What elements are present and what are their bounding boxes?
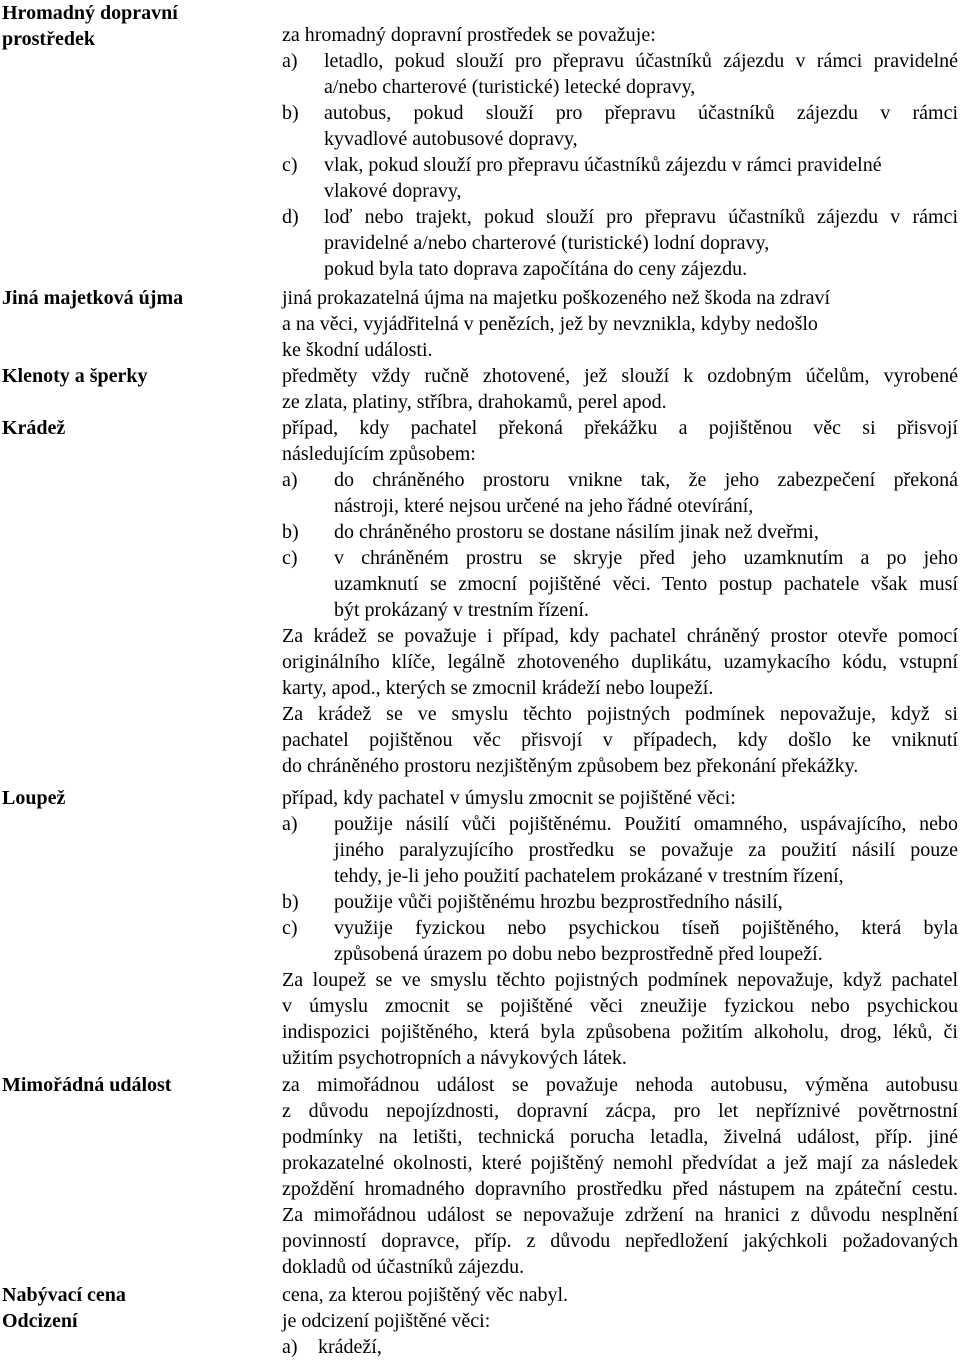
- definition-line: za hromadný dopravní prostředek se považuje:: [282, 24, 656, 46]
- definition-line: Za krádež se ve smyslu těchto pojistných podmínek nepovažuje, když si: [282, 703, 958, 725]
- definition-line: pokud byla tato doprava započítána do ceny zájezdu.: [324, 258, 748, 280]
- definition-line: následujícím způsobem:: [282, 443, 476, 465]
- list-label: b): [282, 891, 299, 913]
- list-label: b): [282, 102, 299, 124]
- list-item: využije fyzickou nebo psychickou tíseň pojištěného, která byla: [334, 917, 958, 939]
- list-item: loď nebo trajekt, pokud slouží pro přepravu účastníků zájezdu v rámci: [324, 206, 958, 228]
- definition-line: indispozici pojištěného, která byla způsobena požitím alkoholu, drog, léků, či: [282, 1021, 958, 1043]
- definition-line: nástroji, které nejsou určené na jeho řádné otevírání,: [334, 495, 754, 517]
- list-item: použije násilí vůči pojištěnému. Použití omamného, uspávajícího, nebo: [334, 813, 958, 835]
- definition-line: Za loupež se ve smyslu těchto pojistných podmínek nepovažuje, když pachatel: [282, 969, 958, 991]
- list-item: do chráněného prostoru se dostane násilím jinak než dveřmi,: [334, 521, 819, 543]
- definition-line: v úmyslu zmocnit se pojištěné věci zneužije fyzickou nebo psychickou: [282, 995, 958, 1017]
- list-label: c): [282, 547, 298, 569]
- definition-line: kyvadlové autobusové dopravy,: [324, 128, 578, 150]
- definition-line: a/nebo charterové (turistické) letecké dopravy,: [324, 76, 696, 98]
- definition-line: Za krádež se považuje i případ, kdy pachatel chráněný prostor otevře pomocí: [282, 625, 958, 647]
- definition-line: prokazatelné okolnosti, které pojištěný nemohl předvídat a jež mají za následek: [282, 1152, 958, 1174]
- definition-line: povinností dopravce, příp. z důvodu nepředložení jakýchkoli požadovaných: [282, 1230, 958, 1252]
- definition-line: ke škodní události.: [282, 339, 433, 361]
- term-kradez: Krádež: [2, 417, 66, 439]
- definition-line: jiného paralyzujícího prostředku se považuje za použití násilí pouze: [334, 839, 958, 861]
- list-item: letadlo, pokud slouží pro přepravu účastníků zájezdu v rámci pravidelné: [324, 50, 958, 72]
- definition-line: pravidelné a/nebo charterové (turistické) lodní dopravy,: [324, 232, 770, 254]
- definition-line: jiná prokazatelná újma na majetku poškozeného než škoda na zdraví: [282, 287, 831, 309]
- definition-line: z důvodu nepojízdnosti, dopravní zácpa, pro let nepříznivé povětrnostní: [282, 1100, 958, 1122]
- definition-line: originálního klíče, legálně zhotoveného duplikátu, uzamykacího kódu, vstupní: [282, 651, 958, 673]
- term-odcizeni: Odcizení: [2, 1310, 78, 1332]
- definition-line: být prokázaný v trestním řízení.: [334, 599, 589, 621]
- definition-line: podmínky na letišti, technická porucha letadla, živelná událost, příp. jiné: [282, 1126, 958, 1148]
- term-nabyvaci-cena: Nabývací cena: [2, 1284, 126, 1306]
- definition-line: Za mimořádnou událost se nepovažuje zdržení na hranici z důvodu nesplnění: [282, 1204, 958, 1226]
- list-item: vlak, pokud slouží pro přepravu účastníků zájezdu v rámci pravidelné: [324, 154, 882, 176]
- definition-line: zpoždění hromadného dopravního prostředku před nástupem na zpáteční cestu.: [282, 1178, 958, 1200]
- list-label: b): [282, 521, 299, 543]
- definition-line: předměty vždy ručně zhotovené, jež slouží k ozdobným účelům, vyrobené: [282, 365, 958, 387]
- list-label: d): [282, 206, 299, 228]
- definition-line: uzamknutí se zmocní pojištěné věci. Tento postup pachatele však musí: [334, 573, 958, 595]
- term-loupez: Loupež: [2, 787, 66, 809]
- definition-line: pachatel pojištěnou věc přisvojí v případech, kdy došlo ke vniknutí: [282, 729, 958, 751]
- definition-line: případ, kdy pachatel překoná překážku a pojištěnou věc si přisvojí: [282, 417, 958, 439]
- definition-line: do chráněného prostoru nezjištěným způsobem bez překonání překážky.: [282, 755, 859, 777]
- list-label: a): [282, 469, 298, 491]
- term-mimoradna-udalost: Mimořádná událost: [2, 1074, 172, 1096]
- term-jina-majetkova-ujma: Jiná majetková újma: [2, 287, 184, 309]
- definition-line: dokladů od účastníků zájezdu.: [282, 1256, 525, 1278]
- list-item: krádeží,: [318, 1336, 382, 1358]
- list-label: a): [282, 813, 298, 835]
- definition-line: tehdy, je-li jeho použití pachatelem prokázané v trestním řízení,: [334, 865, 844, 887]
- definition-line: cena, za kterou pojištěný věc nabyl.: [282, 1284, 568, 1306]
- list-label: a): [282, 50, 298, 72]
- list-item: v chráněném prostru se skryje před jeho uzamknutím a po jeho: [334, 547, 958, 569]
- list-item: použije vůči pojištěnému hrozbu bezprostředního násilí,: [334, 891, 783, 913]
- definition-line: způsobená úrazem po dobu nebo bezprostředně před loupeží.: [334, 943, 823, 965]
- list-item: do chráněného prostoru vnikne tak, že jeho zabezpečení překoná: [334, 469, 958, 491]
- definition-line: karty, apod., kterých se zmocnil krádeží nebo loupeží.: [282, 677, 714, 699]
- list-item: autobus, pokud slouží pro přepravu účastníků zájezdu v rámci: [324, 102, 958, 124]
- definition-line: užitím psychotropních a návykových látek.: [282, 1047, 627, 1069]
- definition-line: je odcizení pojištěné věci:: [282, 1310, 491, 1332]
- definition-line: případ, kdy pachatel v úmyslu zmocnit se pojištěné věci:: [282, 787, 736, 809]
- list-label: a): [282, 1336, 298, 1358]
- definition-line: vlakové dopravy,: [324, 180, 462, 202]
- list-label: c): [282, 917, 298, 939]
- term-hromadny-dopravni-prostredek: Hromadný dopravní prostředek: [2, 2, 178, 50]
- definition-line: za mimořádnou událost se považuje nehoda autobusu, výměna autobusu: [282, 1074, 958, 1096]
- term-klenoty-a-sperky: Klenoty a šperky: [2, 365, 148, 387]
- definition-line: ze zlata, platiny, stříbra, drahokamů, perel apod.: [282, 391, 667, 413]
- list-label: c): [282, 154, 298, 176]
- definition-line: a na věci, vyjádřitelná v penězích, jež by nevznikla, kdyby nedošlo: [282, 313, 818, 335]
